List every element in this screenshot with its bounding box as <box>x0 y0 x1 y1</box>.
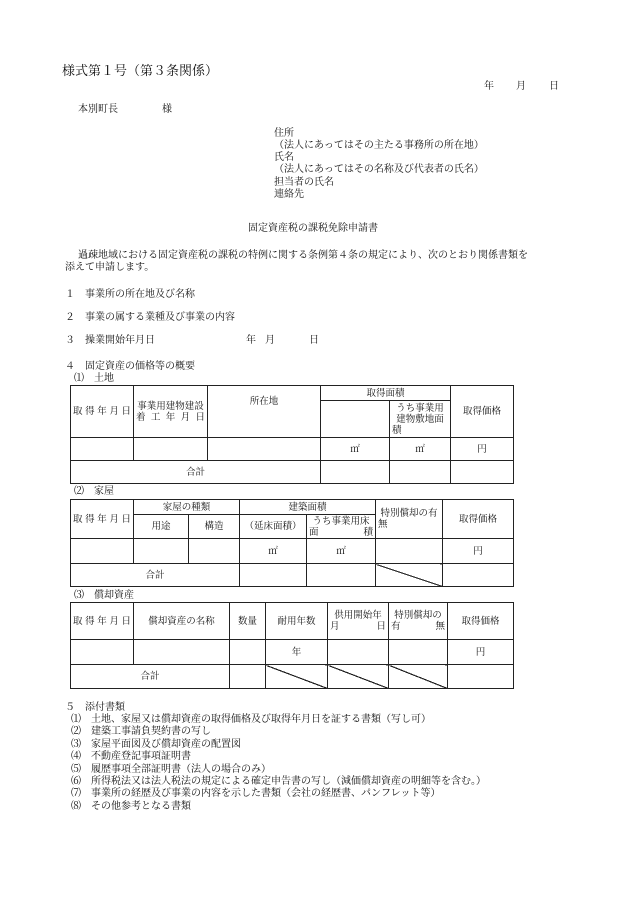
house-h-special: 特別償却の有無 <box>376 500 443 539</box>
house-h-price: 取得価格 <box>443 500 514 539</box>
attachment-item: ⑹ 所得税法又は法人税法の規定による確定申告書の写し（減価償却資産の明細等を含む。） <box>71 776 486 788</box>
depr-h-qty: 数量 <box>230 603 266 640</box>
applicant-address: 住所 <box>274 128 294 139</box>
house-table <box>70 499 514 587</box>
depr-h-acq-date: 取得年月日 <box>71 603 134 640</box>
depr-total-start-diagonal <box>328 665 389 689</box>
land-total-label: 合計 <box>71 461 321 484</box>
depr-h-price: 取得価格 <box>448 603 514 640</box>
attachment-item: ⑻ その他参考となる書類 <box>71 800 191 812</box>
addressee-honorific: 様 <box>162 104 172 115</box>
date-day: 日 <box>549 81 559 92</box>
applicant-name-note: （法人にあってはその名称及び代表者の氏名） <box>274 164 484 175</box>
applicant-name: 氏名 <box>274 152 294 163</box>
land-h-location: 所在地 <box>208 386 321 438</box>
intro-line-1: 過疎地域における固定資産税の課税の特例に関する条例第４条の規定により、次のとおり関係書類を <box>78 250 528 261</box>
applicant-address-note: （法人にあってはその主たる事務所の所在地） <box>274 140 484 151</box>
attachment-item: ⑺ 事業所の経歴及び事業の内容を示した書類（会社の経歴書、パンフレット等） <box>71 788 441 800</box>
land-unit-sqm-2: ㎡ <box>390 438 451 461</box>
land-unit-yen: 円 <box>451 438 514 461</box>
attachment-item: ⑵ 建築工事請負契約書の写し <box>71 726 211 738</box>
date-year: 年 <box>484 81 494 92</box>
land-h-area-sub: うち事業用建物敷地面積 <box>390 401 451 438</box>
item-3-year: 年 <box>246 335 256 346</box>
depr-h-name: 償却資産の名称 <box>134 603 230 640</box>
house-total-label: 合計 <box>71 564 240 587</box>
date-month: 月 <box>516 81 526 92</box>
land-table <box>70 385 514 484</box>
house-unit-yen: 円 <box>443 539 514 564</box>
depr-table <box>70 602 514 689</box>
land-unit-sqm-1: ㎡ <box>321 438 390 461</box>
attachment-item: ⑶ 家屋平面図及び償却資産の配置図 <box>71 738 241 750</box>
intro-line-2: 添えて申請します。 <box>65 262 155 273</box>
house-h-structure: 構造 <box>189 515 240 539</box>
house-h-floor-sub: うち事業用床面積 <box>307 515 376 539</box>
house-h-acq-date: 取得年月日 <box>71 500 134 539</box>
depr-h-special: 特別償却の有無 <box>389 603 448 640</box>
house-unit-sqm-1: ㎡ <box>240 539 307 564</box>
attachment-item: ⑸ 履歴事項全部証明書（法人の場合のみ） <box>71 763 271 775</box>
depr-total-special-diagonal <box>389 665 448 689</box>
depr-total-life-diagonal <box>266 665 328 689</box>
depr-total-label: 合計 <box>71 665 230 689</box>
applicant-contact: 連絡先 <box>274 189 304 200</box>
attachments-list <box>71 714 486 813</box>
item-3-month: 月 <box>265 335 275 346</box>
item-3-day: 日 <box>309 335 319 346</box>
land-caption: ⑴ 土地 <box>74 373 114 384</box>
land-h-build-date: 事業用建物建設着工年月日 <box>134 386 208 438</box>
addressee-name: 本別町長 <box>78 104 118 115</box>
land-h-area: 取得面積 <box>321 386 451 401</box>
document-title: 固定資産税の課税免除申請書 <box>248 223 378 234</box>
attachment-item: ⑴ 土地、家屋又は償却資産の取得価格及び取得年月日を証する書類（写し可） <box>71 714 431 725</box>
house-h-floor: 建築面積 <box>240 500 376 515</box>
item-1: １ 事業所の所在地及び名称 <box>65 289 195 300</box>
depr-h-life: 耐用年数 <box>266 603 328 640</box>
house-h-use: 用途 <box>134 515 189 539</box>
attachments-heading: ５ 添付書類 <box>65 702 125 713</box>
house-h-kind: 家屋の種類 <box>134 500 240 515</box>
depr-unit-year: 年 <box>266 640 328 665</box>
applicant-person-in-charge: 担当者の氏名 <box>274 177 334 188</box>
land-h-price: 取得価格 <box>451 386 514 438</box>
depr-unit-yen: 円 <box>448 640 514 665</box>
attachment-item: ⑷ 不動産登記事項証明書 <box>71 751 191 763</box>
item-2: ２ 事業の属する業種及び事業の内容 <box>65 312 235 323</box>
item-4: ４ 固定資産の価格等の概要 <box>65 361 195 372</box>
land-h-acq-date: 取得年月日 <box>71 386 134 438</box>
depr-h-start: 供用開始年月日 <box>328 603 389 640</box>
house-h-total-floor: （延床面積） <box>240 515 307 539</box>
form-number: 様式第１号（第３条関係） <box>62 64 219 79</box>
item-3-label: ３ 操業開始年月日 <box>65 335 155 346</box>
house-total-special-diagonal <box>376 564 443 587</box>
house-caption: ⑵ 家屋 <box>74 486 114 497</box>
house-unit-sqm-2: ㎡ <box>307 539 376 564</box>
depr-caption: ⑶ 償却資産 <box>74 590 134 601</box>
